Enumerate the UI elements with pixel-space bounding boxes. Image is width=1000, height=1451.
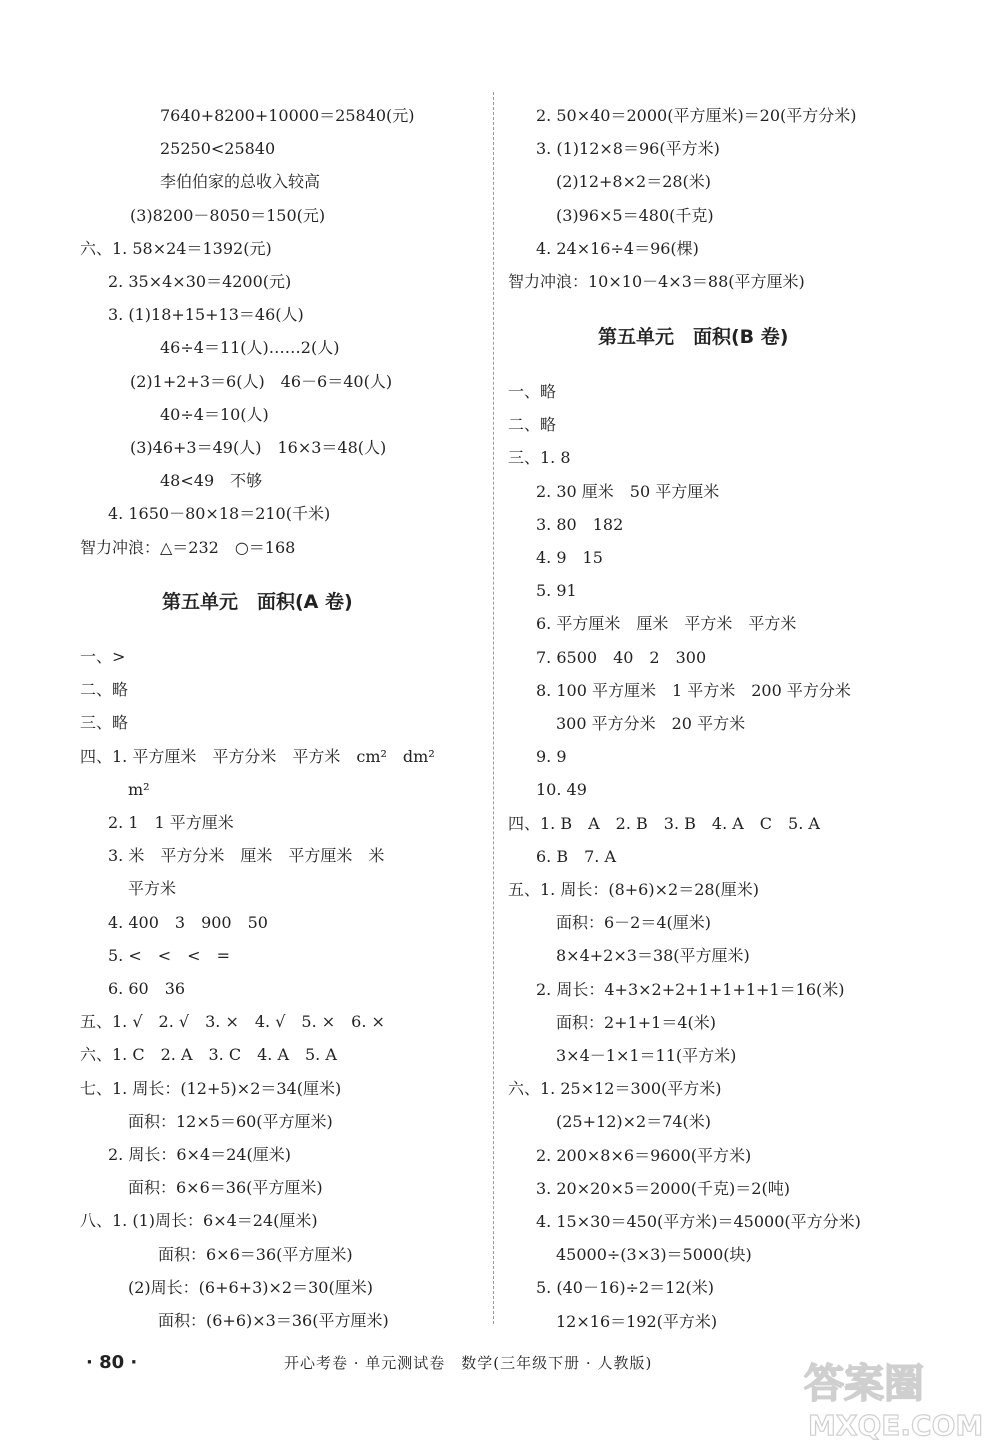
answer-line: 46÷4＝11(人)……2(人) <box>160 338 340 358</box>
answer-line: 45000÷(3×3)＝5000(块) <box>556 1245 752 1265</box>
answer-line: 四、1. B A 2. B 3. B 4. A C 5. A <box>508 813 820 833</box>
answer-line: 3. (1)18+15+13＝46(人) <box>108 305 304 325</box>
answer-line: 一、略 <box>508 382 557 401</box>
answer-line: (25+12)×2＝74(米) <box>556 1112 712 1132</box>
book-title: 开心考卷 · 单元测试卷 数学(三年级下册 · 人教版) <box>284 1354 653 1372</box>
answer-line: (2)周长：(6+6+3)×2＝30(厘米) <box>128 1277 373 1297</box>
answer-line: 3×4－1×1＝11(平方米) <box>556 1046 737 1065</box>
answer-line: 4. 9 15 <box>536 548 603 567</box>
answer-line: 2. 1 1 平方厘米 <box>108 813 234 832</box>
page-number: · 80 · <box>86 1352 138 1373</box>
unit-heading: 第五单元 面积(B 卷) <box>598 326 789 348</box>
answer-line: 五、1. √ 2. √ 3. × 4. √ 5. × 6. × <box>80 1012 385 1032</box>
answer-line: 3. 20×20×5＝2000(千克)＝2(吨) <box>536 1178 790 1198</box>
answer-line: 5. (40－16)÷2＝12(米) <box>536 1278 714 1298</box>
answer-line: 李伯伯家的总收入较高 <box>160 172 321 192</box>
answer-line: 7. 6500 40 2 300 <box>536 647 707 667</box>
answer-line: 5. < < < = <box>108 945 230 965</box>
answer-line: 3. 80 182 <box>536 514 624 534</box>
answer-line: 2. 周长：6×4＝24(厘米) <box>108 1145 291 1164</box>
answer-line: 7640+8200+10000＝25840(元) <box>160 106 415 125</box>
answer-line: 七、1. 周长：(12+5)×2＝34(厘米) <box>80 1078 342 1098</box>
answer-line: 4. 24×16÷4＝96(棵) <box>536 238 699 258</box>
answer-line: 12×16＝192(平方米) <box>556 1311 718 1331</box>
answer-line: 4. 1650－80×18＝210(千米) <box>108 504 331 524</box>
answer-line: 面积：6－2＝4(厘米) <box>556 913 712 933</box>
answer-line: 8. 100 平方厘米 1 平方米 200 平方分米 <box>536 680 851 700</box>
answer-line: 4. 400 3 900 50 <box>108 912 268 932</box>
answer-line: 300 平方分米 20 平方米 <box>556 714 746 733</box>
answer-line: 四、1. 平方厘米 平方分米 平方米 cm² dm² <box>80 746 435 766</box>
answer-line: 9. 9 <box>536 747 567 767</box>
answer-line: 3. 米 平方分米 厘米 平方厘米 米 <box>108 846 385 866</box>
answer-line: 面积：6×6＝36(平方厘米) <box>158 1244 353 1264</box>
answer-line: 六、1. C 2. A 3. C 4. A 5. A <box>80 1045 337 1065</box>
answer-line: 平方米 <box>128 879 177 899</box>
answer-line: 面积：(6+6)×3＝36(平方厘米) <box>158 1311 389 1330</box>
watermark-url: MXQE.COM <box>808 1409 984 1442</box>
answer-line: 三、略 <box>80 713 129 733</box>
answer-line: 二、略 <box>80 680 129 700</box>
answer-line: 八、1. (1)周长：6×4＝24(厘米) <box>80 1211 318 1231</box>
answer-line: 面积：6×6＝36(平方厘米) <box>128 1178 323 1198</box>
answer-line: 六、1. 58×24＝1392(元) <box>80 238 272 258</box>
answer-line: 2. 200×8×6＝9600(平方米) <box>536 1145 752 1165</box>
answer-line: 25250<25840 <box>160 139 276 159</box>
answer-line: (2)12+8×2＝28(米) <box>556 172 712 192</box>
answer-line: 二、略 <box>508 415 557 435</box>
answer-line: 3. (1)12×8＝96(平方米) <box>536 139 720 159</box>
answer-line: 10. 49 <box>536 780 587 800</box>
answer-line: (2)1+2+3＝6(人) 46－6＝40(人) <box>130 371 393 391</box>
watermark-text: 答案圈 <box>804 1361 924 1407</box>
answer-line: 4. 15×30＝450(平方米)＝45000(平方分米) <box>536 1212 861 1231</box>
watermark-logo <box>796 1347 986 1443</box>
answer-line: (3)46+3＝49(人) 16×3＝48(人) <box>130 438 387 457</box>
answer-line: 六、1. 25×12＝300(平方米) <box>508 1079 722 1099</box>
answer-line: 2. 35×4×30＝4200(元) <box>108 272 292 291</box>
answer-line: 面积：2+1+1＝4(米) <box>556 1012 717 1032</box>
answer-line: 一、> <box>80 647 126 666</box>
answer-line: m² <box>128 779 150 799</box>
answer-line: 6. B 7. A <box>536 846 617 866</box>
answer-line: 40÷4＝10(人) <box>160 404 269 424</box>
answer-line: 五、1. 周长：(8+6)×2＝28(厘米) <box>508 880 760 899</box>
unit-heading: 第五单元 面积(A 卷) <box>162 591 353 613</box>
answer-line: 智力冲浪：10×10－4×3＝88(平方厘米) <box>508 272 805 291</box>
answer-line: 2. 30 厘米 50 平方厘米 <box>536 481 720 501</box>
answer-line: 面积：12×5＝60(平方厘米) <box>128 1111 333 1131</box>
answer-line: (3)8200－8050＝150(元) <box>130 205 326 225</box>
column-divider <box>493 92 494 1324</box>
answer-line: 6. 平方厘米 厘米 平方米 平方米 <box>536 614 797 634</box>
answer-line: 6. 60 36 <box>108 979 186 998</box>
answer-line: 智力冲浪：△＝232 ○＝168 <box>80 537 296 557</box>
answer-line: 2. 周长：4+3×2+2+1+1+1+1＝16(米) <box>536 979 845 999</box>
answer-line: 48<49 不够 <box>160 471 263 491</box>
answer-line: (3)96×5＝480(千克) <box>556 205 714 225</box>
answer-line: 三、1. 8 <box>508 448 571 468</box>
answer-line: 2. 50×40＝2000(平方厘米)＝20(平方分米) <box>536 106 857 125</box>
answer-line: 5. 91 <box>536 581 577 601</box>
answer-line: 8×4+2×3＝38(平方厘米) <box>556 946 750 966</box>
